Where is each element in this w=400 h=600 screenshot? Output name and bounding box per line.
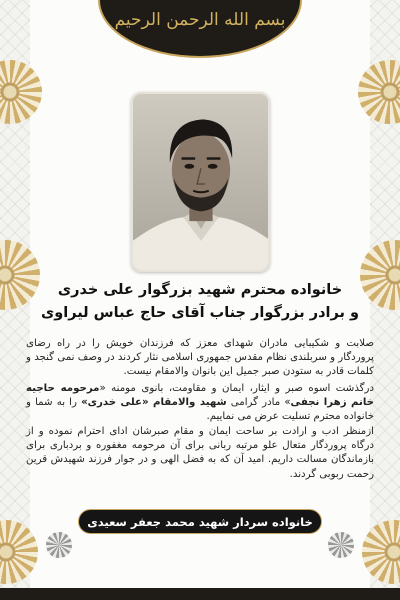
bottom-right-rosette-icon: [362, 520, 400, 584]
right-star-ornament-icon: [328, 532, 354, 558]
p2-bold-martyr: شهید والامقام «علی خدری»: [81, 397, 227, 409]
middle-right-rosette-icon: [360, 240, 400, 310]
top-left-rosette-icon: [0, 60, 42, 124]
p2-text-b: » مادر گرامی: [226, 397, 291, 409]
body-paragraph-3: ازمنظر ادب و ارادت بر ساحت ایمان و مقام صبرشان ادای احترام نموده و از درگاه پروردگار متعال علو مرتبه ربانی برای آن مرحومه مغفوره و بردباری برای بازماندگان مسالت داریم. امید آن که به فضل الهی و در جوار فرزند شهیدش قرین رحمت ربوبی گردند.: [26, 426, 374, 480]
top-right-rosette-icon: [358, 60, 400, 124]
bottom-ribbon: [0, 588, 400, 600]
body-paragraph-1: صلابت و شکیبایی مادران شهدای معزز که فرزندان خویش را در راه رضای پروردگار و سربلندی نظام مقدس جمهوری اسلامی نثار کردند در وصف نمی گنجد و کلمات قادر به ستودن صبر جمیل این بانوان والامقام نیست.: [26, 338, 374, 378]
signature-banner: [78, 509, 322, 534]
basmala-calligraphy: بسم الله الرحمن الرحیم: [114, 10, 286, 30]
p2-text-a: درگذشت اسوه صبر و ایثار، ایمان و مقاومت، بانوی مومنه «: [99, 383, 374, 394]
title-line-2: و برادر بزرگوار جناب آقای حاج عباس لیراوی: [40, 305, 360, 321]
bottom-left-rosette-icon: [0, 520, 38, 584]
p2-text-c: را به شما و خانواده محترم تسلیت عرض می نماییم.: [26, 397, 374, 423]
p2-bold-name: مرحومه حاجیه خانم زهرا نجفی: [26, 383, 375, 409]
martyr-portrait-photo: [131, 92, 270, 272]
title-line-1: خانواده محترم شهید بزرگوار علی خدری: [57, 282, 343, 298]
left-star-ornament-icon: [46, 532, 72, 558]
signature-text: خانواده سردار شهید محمد جعفر سعیدی: [87, 515, 313, 529]
middle-left-rosette-icon: [0, 240, 40, 310]
header-arch: [100, 0, 300, 56]
body-paragraph-2: [26, 382, 374, 425]
portrait-image: [133, 94, 268, 270]
